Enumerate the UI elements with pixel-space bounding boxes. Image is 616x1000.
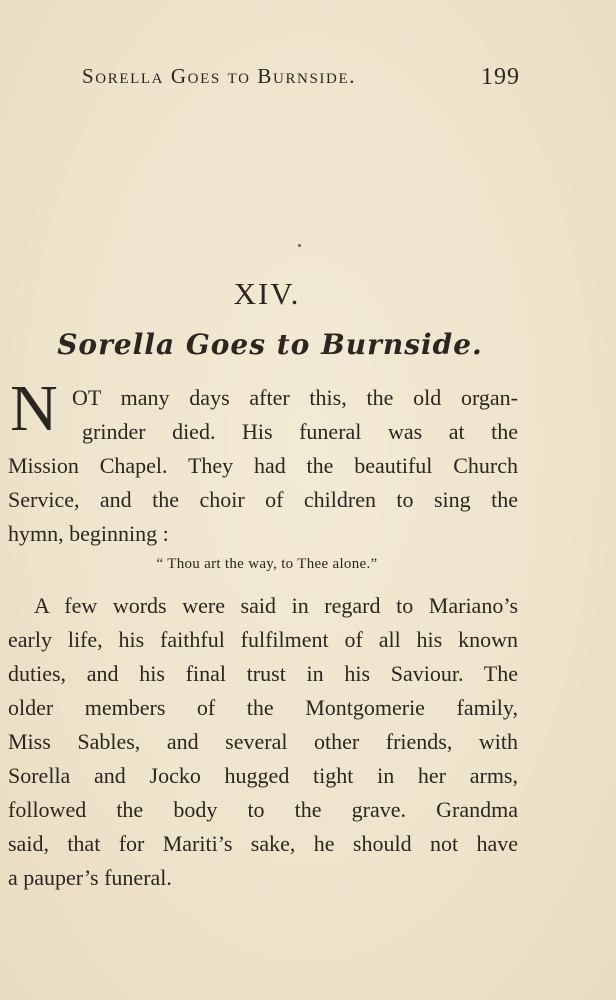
text-line: early life, his faithful fulfilment of all his known [8,627,518,652]
text-line: hymn, beginning : [8,521,169,546]
text-line: older members of the Montgomerie family, [8,695,518,720]
chapter-number: XIV. [233,276,301,311]
ornament-dot [298,244,301,247]
text-line: duties, and his final trust in his Saviour. The [8,661,518,686]
text-line: followed the body to the grave. Grandma [8,797,518,822]
text-line: Mission Chapel. They had the beautiful Church [8,453,518,478]
text-line: OT many days after this, the old organ- [72,385,518,410]
running-head [82,64,522,98]
text-line: A few words were said in regard to Mariano’s [34,593,518,618]
page-number: 199 [481,64,520,90]
drop-cap: N [10,372,58,445]
chapter-title: Sorella Goes to Burnside. [57,328,483,361]
text-line: grinder died. His funeral was at the [82,419,518,444]
hymn-quote: “ Thou art the way, to Thee alone.” [156,556,378,572]
running-title: Sorella Goes to Burnside. [82,64,357,88]
text-line: Miss Sables, and several other friends, with [8,729,518,754]
text-line: a pauper’s funeral. [8,865,172,890]
text-line: Sorella and Jocko hugged tight in her arms, [8,763,518,788]
text-line: said, that for Mariti’s sake, he should not have [8,831,518,856]
text-line: Service, and the choir of children to sing the [8,487,518,512]
